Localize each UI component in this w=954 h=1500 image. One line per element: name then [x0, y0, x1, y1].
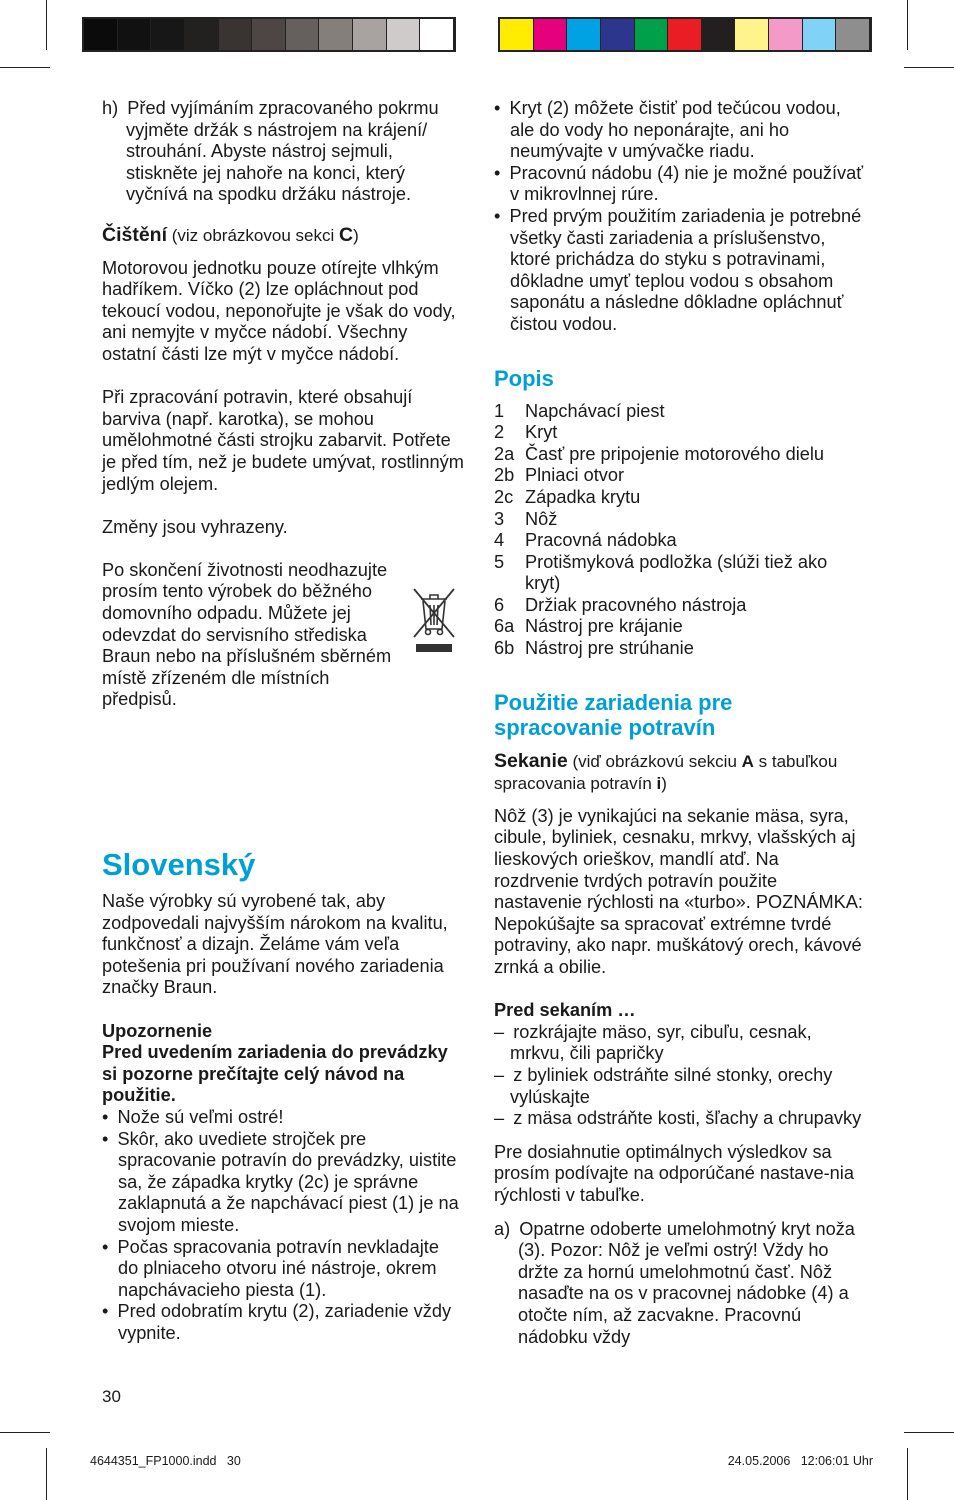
grayscale-color-bar	[82, 17, 456, 52]
chopping-ref-i: i	[656, 774, 662, 794]
part-label: Nástroj pre krájanie	[525, 616, 683, 637]
cleaning-ref-end: )	[353, 225, 359, 245]
cleaning-heading	[102, 224, 464, 247]
part-label: Západka krytu	[525, 486, 641, 507]
part-label: Nôž	[525, 508, 558, 529]
color-swatch	[836, 19, 870, 50]
color-swatch	[735, 19, 769, 50]
color-swatch	[252, 19, 286, 50]
part-label: Kryt	[525, 422, 558, 443]
crop-mark	[904, 67, 954, 68]
crop-mark	[904, 1432, 954, 1433]
care-bullet: • Kryt (2) môžete čistiť pod tečúcou vodou, ale do vody ho neponárajte, ani ho neumývajte v umývačke riadu.	[494, 98, 841, 162]
cleaning-title: Čištění	[102, 223, 168, 246]
color-swatch	[668, 19, 702, 50]
warning-item: • Pred odobratím krytu (2), zariadenie vždy vypnite.	[102, 1301, 452, 1343]
process-color-bar	[498, 17, 872, 52]
crop-mark	[907, 0, 908, 50]
part-label: Pracovná nádobka	[525, 530, 677, 551]
list-item	[494, 638, 864, 660]
color-swatch	[84, 19, 118, 50]
color-swatch	[353, 19, 387, 50]
part-number: 4	[494, 530, 505, 551]
usage-heading: Použitie zariadenia pre spracovanie potravín	[494, 689, 733, 740]
warning-title: Upozornenie	[102, 1020, 213, 1041]
page-number: 30	[102, 1387, 121, 1406]
part-number: 2a	[494, 443, 515, 464]
list-item	[494, 401, 864, 423]
crossed-out-bin-icon	[410, 585, 458, 657]
chopping-ref-end: )	[661, 774, 667, 794]
color-swatch	[420, 19, 454, 50]
part-number: 5	[494, 551, 505, 572]
color-swatch	[286, 19, 320, 50]
part-number: 2c	[494, 486, 514, 507]
part-label: Držiak pracovného nástroja	[525, 594, 747, 615]
color-swatch	[635, 19, 669, 50]
list-item	[494, 616, 864, 638]
warning-item: • Počas spracovania potravín nevkladajte do plniaceho otvoru iné nástroje, okrem napchávacieho piesta (1).	[102, 1236, 439, 1300]
crop-mark	[46, 1448, 47, 1500]
right-column	[494, 98, 864, 1348]
disposal-paragraph: Po skončení životnosti neodhazujte prosím tento výrobek do běžného domovního odpadu. Můžete jej odevzdat do servisního střediska Braun nebo na příslušném sběrném místě zřízeném dle místních předpisů.	[102, 559, 392, 710]
part-label: Nástroj pre strúhanie	[525, 638, 694, 659]
cleaning-ref: (viz obrázkovou sekci	[167, 225, 339, 245]
popis-heading: Popis	[494, 365, 554, 391]
cleaning-paragraph-2: Při zpracování potravin, které obsahují barviva (např. karotka), se mohou umělohmotné části strojku zabarvit. Potřete je před tím, než je budete umývat, rostlinným jedlým olejem.	[102, 387, 464, 494]
chopping-ref-letter: A	[741, 751, 754, 771]
part-number: 1	[494, 400, 505, 421]
before-item: – z mäsa odstráňte kosti, šľachy a chrupavky	[494, 1108, 862, 1129]
care-bullet: • Pracovnú nádobu (4) nie je možné používať v mikrovlnnej rúre.	[494, 162, 864, 205]
color-swatch	[702, 19, 736, 50]
left-column	[102, 98, 464, 1345]
list-item	[494, 444, 864, 466]
part-label: Časť pre pripojenie motorového dielu	[525, 443, 825, 464]
color-swatch	[118, 19, 152, 50]
language-title: Slovenský	[102, 847, 256, 883]
color-swatch	[534, 19, 568, 50]
color-swatch	[769, 19, 803, 50]
list-item	[494, 595, 864, 617]
cleaning-ref-letter: C	[338, 223, 354, 246]
footer-timestamp: 24.05.2006 12:06:01 Uhr	[727, 1454, 873, 1468]
color-swatch	[601, 19, 635, 50]
part-number: 6a	[494, 616, 515, 637]
chopping-ref-mid: s tabuľkou spracovania potravín	[494, 751, 838, 794]
color-swatch	[567, 19, 601, 50]
chopping-heading	[494, 750, 864, 795]
crop-mark	[907, 1448, 908, 1500]
warning-item: • Nože sú veľmi ostré!	[102, 1106, 284, 1127]
step-h-text: h) Před vyjímáním zpracovaného pokrmu vyjměte držák s nástrojem na krájení/ strouhání. Abyste nástroj sejmuli, stiskněte jej nahoře na konci, který vyčnívá na spodku držáku nástroje.	[102, 98, 439, 205]
crop-mark	[0, 67, 50, 68]
list-item	[494, 530, 864, 552]
color-swatch	[151, 19, 185, 50]
optimal-results-paragraph: Pre dosiahnutie optimálnych výsledkov sa prosím podívajte na odporúčané nastave-nia rýchlosti v tabuľke.	[494, 1141, 854, 1205]
list-item	[494, 487, 864, 509]
color-swatch	[803, 19, 837, 50]
part-number: 3	[494, 508, 505, 529]
list-item	[494, 509, 864, 531]
list-item	[494, 422, 864, 444]
cleaning-paragraph-1: Motorovou jednotku pouze otírejte vlhkým hadříkem. Víčko (2) lze opláchnout pod tekoucí vodou, neponořujte je však do vody, ani nemyjte v myčce nádobí. Všechny ostatní části lze mýt v myčce nádobí.	[102, 257, 456, 364]
intro-paragraph: Naše výrobky sú vyrobené tak, aby zodpovedali najvyšším nárokom na kvalitu, funkčnosť a dizajn. Želáme vám veľa potešenia pri používaní nového zariadenia značky Braun.	[102, 891, 448, 998]
footer-file-info: 4644351_FP1000.indd 30	[90, 1454, 241, 1468]
list-item	[494, 552, 864, 595]
part-number: 6b	[494, 638, 515, 659]
care-bullet: • Pred prvým použitím zariadenia je potrebné všetky časti zariadenia a príslušenstvo, ktoré prichádza do styku s potravinami, dôkladne umyť teplou vodou s obsahom saponátu a následne dôkladne opláchnuť čistou vodou.	[494, 205, 862, 334]
color-swatch	[219, 19, 253, 50]
crop-mark	[0, 1432, 50, 1433]
warning-bold-text: Pred uvedením zariadenia do prevádzky si pozorne prečítajte celý návod na použitie.	[102, 1042, 448, 1106]
warning-item: • Skôr, ako uvediete strojček pre spracovanie potravín do prevádzky, uistite sa, že západka krytky (2c) je správne zaklapnutá a že napchávací piest (1) je na svojom mieste.	[102, 1128, 459, 1235]
part-label: Napchávací piest	[525, 400, 665, 421]
chopping-ref: (viď obrázkovú sekciu	[567, 751, 742, 771]
before-item: – rozkrájajte mäso, syr, cibuľu, cesnak, mrkvu, čili papričky	[494, 1021, 812, 1064]
chopping-paragraph: Nôž (3) je vynikajúci na sekanie mäsa, syra, cibule, byliniek, cesnaku, mrkvy, vlašských aj lieskových orieškov, mandlí atď. Na rozdrvenie tvrdých potravín použite nastavenie rýchlosti na «turbo». POZNÁMKA: Nepokúšajte sa spracovať extrémne tvrdé potraviny, ako napr. muškátový orech, kávové zrnká a obilie.	[494, 805, 863, 977]
step-a-text: a) Opatrne odoberte umelohmotný kryt noža (3). Pozor: Nôž je veľmi ostrý! Vždy ho držte za hornú umelohmotnú časť. Nôž nasaďte na os v pracovnej nádobke (4) a otočte ním, až zacvakne. Pracovnú nádobku vždy	[494, 1218, 855, 1347]
part-number: 6	[494, 594, 505, 615]
color-swatch	[387, 19, 421, 50]
part-label: Plniaci otvor	[525, 465, 625, 486]
crop-mark	[46, 0, 47, 50]
color-swatch	[500, 19, 534, 50]
before-item: – z byliniek odstráňte silné stonky, orechy vylúskajte	[494, 1064, 833, 1107]
part-label: Protišmyková podložka (slúži tiež ako kryt)	[525, 551, 828, 594]
list-item	[494, 465, 864, 487]
color-swatch	[319, 19, 353, 50]
part-number: 2	[494, 422, 505, 443]
parts-list	[494, 401, 864, 660]
changes-note: Změny jsou vyhrazeny.	[102, 516, 288, 537]
before-chopping-title: Pred sekaním …	[494, 1000, 636, 1021]
color-swatch	[185, 19, 219, 50]
part-number: 2b	[494, 465, 515, 486]
chopping-title: Sekanie	[494, 749, 568, 772]
